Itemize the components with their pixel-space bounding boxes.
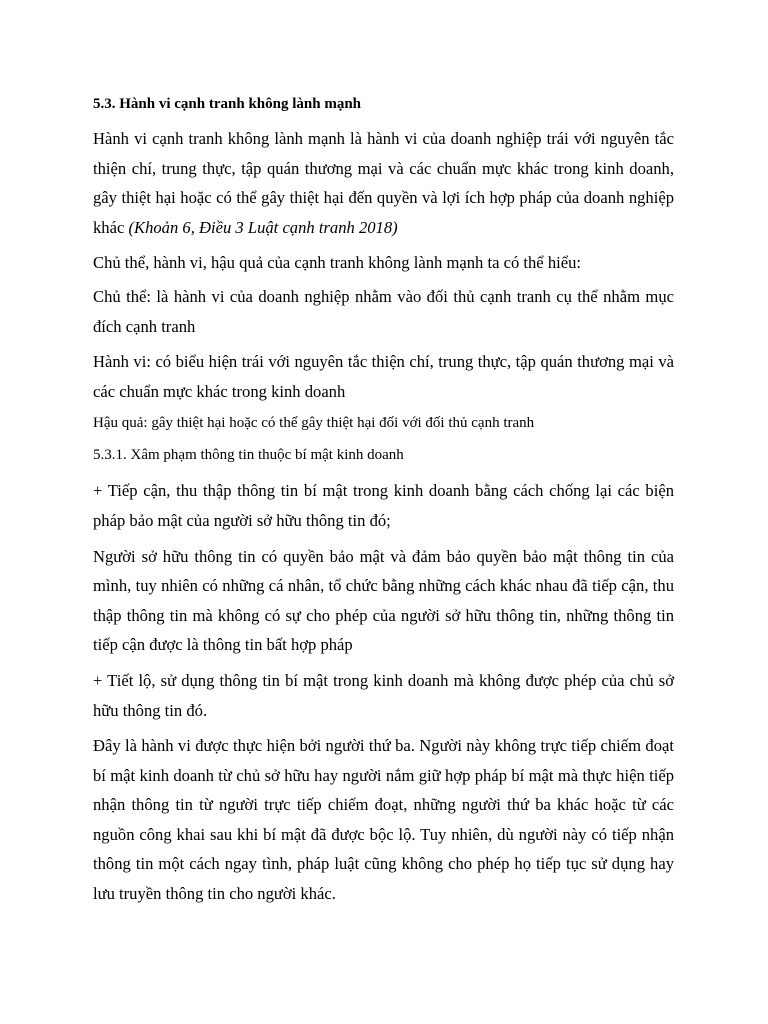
subsection-heading: 5.3.1. Xâm phạm thông tin thuộc bí mật kinh doanh <box>93 447 404 464</box>
owner-rights-paragraph: Người sở hữu thông tin có quyền bảo mật và đảm bảo quyền bảo mật thông tin của mình, tuy nhiên có những cá nhân, tổ chức bằng những cách khác nhau đã tiếp cận, thu thập thông tin mà không có sự cho phép của người sở hữu thông tin, những thông tin tiếp cận được là thông tin bất hợp pháp <box>93 546 674 655</box>
section-heading: 5.3. Hành vi cạnh tranh không lành mạnh <box>93 96 362 112</box>
intro-paragraph: Chủ thể, hành vi, hậu quả của cạnh tranh không lành mạnh ta có thể hiểu: <box>93 253 581 273</box>
disclosure-paragraph: + Tiết lộ, sử dụng thông tin bí mật trong kinh doanh mà không được phép của chủ sở hữu thông tin đó. <box>93 670 674 720</box>
definition-paragraph <box>93 124 674 242</box>
document-page <box>93 93 674 915</box>
consequence-paragraph: Hậu quả: gây thiệt hại hoặc có thể gây thiệt hại đối với đối thủ cạnh tranh <box>93 415 535 432</box>
definition-text: Hành vi cạnh tranh không lành mạnh là hành vi của doanh nghiệp trái với nguyên tắc thiện chí, trung thực, tập quán thương mại và các chuẩn mực khác trong kinh doanh, gây thiệt hại hoặc có thể gây thiệt hại đến quyền và lợi ích hợp pháp của doanh nghiệp khác <box>93 129 674 237</box>
access-paragraph: + Tiếp cận, thu thập thông tin bí mật trong kinh doanh bằng cách chống lại các biện pháp bảo mật của người sở hữu thông tin đó; <box>93 481 674 530</box>
subject-paragraph: Chủ thể: là hành vi của doanh nghiệp nhằm vào đối thủ cạnh tranh cụ thể nhằm mục đích cạnh tranh <box>93 286 674 336</box>
behavior-paragraph: Hành vi: có biểu hiện trái với nguyên tắc thiện chí, trung thực, tập quán thương mại và các chuẩn mực khác trong kinh doanh <box>93 352 674 401</box>
third-party-paragraph: Đây là hành vi được thực hiện bởi người thứ ba. Người này không trực tiếp chiếm đoạt bí mật kinh doanh từ chủ sở hữu hay người nắm giữ hợp pháp bí mật mà thực hiện tiếp nhận thông tin từ người trực tiếp chiếm đoạt, những người thứ ba khác hoặc từ các nguồn công khai sau khi bí mật đã được bộc lộ. Tuy nhiên, dù người này có tiếp nhận thông tin một cách ngay tình, pháp luật cũng không cho phép họ tiếp tục sử dụng hay lưu truyền thông tin cho người khác. <box>93 736 674 904</box>
legal-citation: (Khoản 6, Điều 3 Luật cạnh tranh 2018) <box>128 217 398 237</box>
